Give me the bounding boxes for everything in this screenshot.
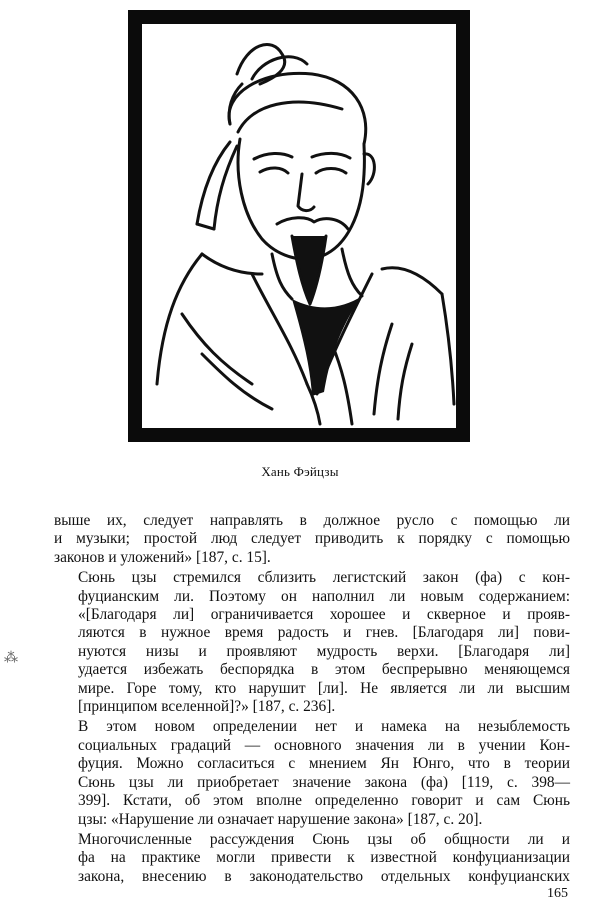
portrait-svg <box>142 24 456 428</box>
text-line: мире. Горе тому, кто нарушит [ли]. Не является ли ли высшим <box>78 679 570 697</box>
page-body-text <box>54 512 570 886</box>
portrait-illustration <box>128 10 470 442</box>
text-line: социальных градаций — основного значения ли в учении Кон- <box>78 736 570 754</box>
paragraph-4 <box>54 831 570 886</box>
portrait-caption: Хань Фэйцзы <box>261 464 339 479</box>
portrait-drawing <box>142 24 456 428</box>
text-line: «[Благодаря ли] ограничивается хорошее и скверное и прояв- <box>78 606 570 624</box>
text-line: фа на практике могли привести к известной конфуцианизации <box>78 849 570 867</box>
paragraph-1 <box>54 512 570 567</box>
paragraph-3 <box>54 718 570 828</box>
text-line: фуция. Можно согласиться с мнением Ян Юнго, что в теории <box>78 755 570 773</box>
text-line: В этом новом определении нет и намека на незыблемость <box>78 718 570 736</box>
text-line: закона, внесению в законодательство отдельных конфуцианских <box>78 867 570 885</box>
text-line: выше их, следует направлять в должное русло с помощью ли <box>54 512 570 529</box>
text-line: Сюнь цзы ли приобретает значение закона (фа) [119, с. 398— <box>78 773 570 791</box>
text-line: фуцианским ли. Поэтому он наполнил ли новым содержанием: <box>78 587 570 605</box>
text-line: цзы: «Нарушение ли означает нарушение закона» [187, с. 20]. <box>78 810 483 828</box>
text-line: Многочисленные рассуждения Сюнь цзы об общности ли и <box>78 830 570 848</box>
text-line: [принципом вселенной]?» [187, с. 236]. <box>78 698 336 716</box>
margin-smudge-icon: ⁂ <box>4 651 18 666</box>
text-line: и музыки; простой люд следует приводить к порядку с помощью <box>54 530 570 548</box>
text-line: ляются в нужное время радость и гнев. [Благодаря ли] пови- <box>78 624 570 642</box>
text-line: законов и уложений» [187, с. 15]. <box>54 548 271 566</box>
text-line: нуются низы и проявляют мудрость верхи. [Благодаря ли] <box>78 642 570 660</box>
text-line: Сюнь цзы стремился сблизить легистский закон (фа) с кон- <box>78 569 570 587</box>
paragraph-2 <box>54 569 570 716</box>
page-number: 165 <box>547 886 568 901</box>
text-line: удается избежать беспорядка в этом беспрерывно меняющемся <box>78 661 570 679</box>
text-line: 399]. Кстати, об этом вполне определенно говорит и сам Сюнь <box>78 792 570 810</box>
